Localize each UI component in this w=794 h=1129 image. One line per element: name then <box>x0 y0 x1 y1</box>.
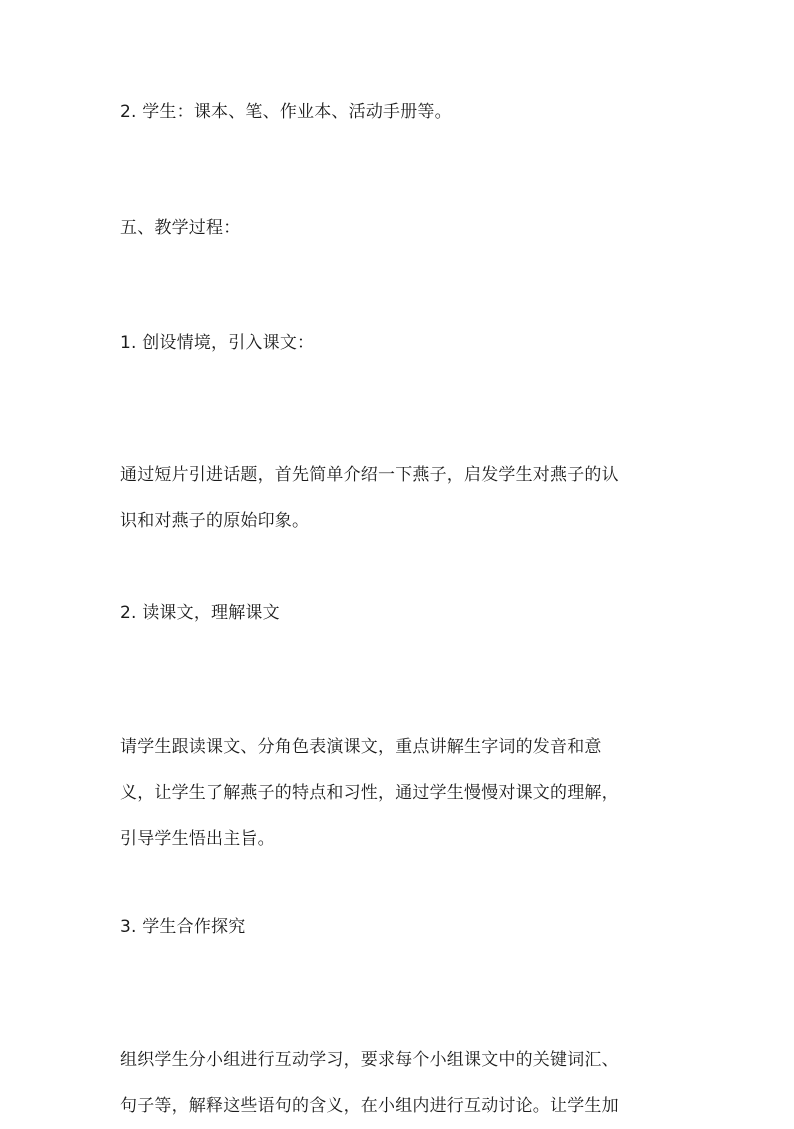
step3-heading: 3. 学生合作探究 <box>120 917 246 937</box>
step1-paragraph <box>120 452 676 544</box>
student-materials-item: 2. 学生：课本、笔、作业本、活动手册等。 <box>120 102 452 122</box>
step3-paragraph-line-1: 组织学生分小组进行互动学习，要求每个小组课文中的关键词汇、 <box>120 1050 619 1070</box>
step2-paragraph-line-1: 请学生跟读课文、分角色表演课文，重点讲解生字词的发音和意 <box>120 737 602 757</box>
step2-paragraph-line-3: 引导学生悟出主旨。 <box>120 829 275 849</box>
step2-paragraph-line-2: 义，让学生了解燕子的特点和习性，通过学生慢慢对课文的理解， <box>120 783 619 803</box>
step2-heading: 2. 读课文，理解课文 <box>120 603 280 623</box>
step3-paragraph <box>120 1037 676 1129</box>
step1-heading: 1. 创设情境，引入课文： <box>120 333 315 353</box>
step1-paragraph-line-2: 识和对燕子的原始印象。 <box>120 511 310 531</box>
step1-paragraph-line-1: 通过短片引进话题，首先简单介绍一下燕子，启发学生对燕子的认 <box>120 465 619 485</box>
step3-paragraph-line-2: 句子等，解释这些语句的含义，在小组内进行互动讨论。让学生加 <box>120 1096 619 1116</box>
step2-paragraph <box>120 724 676 862</box>
section-heading-teaching-process: 五、教学过程： <box>120 218 241 238</box>
